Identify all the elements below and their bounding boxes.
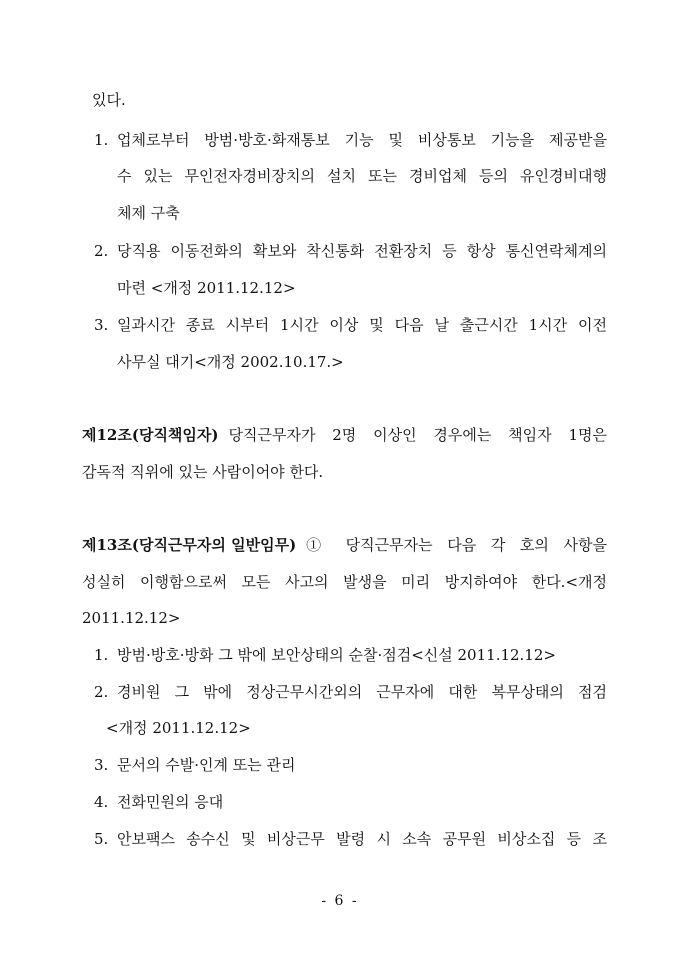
list-item-text: 체제 구축 (117, 204, 180, 222)
list-item-text: 사무실 대기<개정 2002.10.17.> (117, 353, 344, 371)
list-item-text: 안보팩스 송수신 및 비상근무 발령 시 소속 공무원 비상소집 등 조 (117, 830, 607, 848)
list-item-text: 전화민원의 응대 (117, 793, 224, 811)
article-12-heading: 제12조(당직책임자) (82, 426, 219, 444)
page-number: - 6 - (321, 893, 359, 909)
article-13-first-line (82, 535, 607, 555)
list-item-text: 수 있는 무인전자경비장치의 설치 또는 경비업체 등의 유인경비대행 (117, 167, 607, 185)
article-13-text: 성실히 이행함으로써 모든 사고의 발생을 미리 방지하여야 한다.<개정 (82, 573, 607, 591)
list-item-number: 1. (94, 131, 109, 149)
article-13-text: 2011.12.12> (82, 609, 181, 627)
list-item-text: 방범·방호·방화 그 밖에 보안상태의 순찰·점검<신설 2011.12.12> (117, 646, 556, 664)
list-item-number: 3. (94, 316, 109, 334)
list-item-text: 당직용 이동전화의 확보와 착신통화 전환장치 등 항상 통신연락체계의 (117, 242, 607, 260)
list-item-text: 문서의 수발·인계 또는 관리 (117, 756, 296, 774)
list-item-text: 일과시간 종료 시부터 1시간 이상 및 다음 날 출근시간 1시간 이전 (117, 316, 607, 334)
list-item-number: 2. (94, 242, 109, 260)
list-item-number: 4. (94, 793, 109, 811)
list-item-text: 경비원 그 밖에 정상근무시간외의 근무자에 대한 복무상태의 점검 (117, 683, 607, 701)
article-12-text: 감독적 직위에 있는 사람이어야 한다. (82, 463, 324, 481)
article-13-text: ① 당직근무자는 다음 각 호의 사항을 (306, 536, 607, 554)
list-item-text: 마련 <개정 2011.12.12> (117, 279, 296, 297)
list-item-number: 1. (94, 646, 109, 664)
list-item-text: <개정 2011.12.12> (106, 719, 251, 737)
list-item-number: 2. (94, 683, 109, 701)
article-12-text: 당직근무자가 2명 이상인 경우에는 책임자 1명은 (228, 426, 607, 444)
article-12-first-line (82, 425, 607, 445)
list-item-number: 5. (94, 830, 109, 848)
article-13-heading: 제13조(당직근무자의 일반임무) (82, 536, 297, 554)
list-item-number: 3. (94, 756, 109, 774)
continued-text: 있다. (92, 91, 126, 109)
list-item-text: 업체로부터 방범·방호·화재통보 기능 및 비상통보 기능을 제공받을 (117, 131, 607, 149)
